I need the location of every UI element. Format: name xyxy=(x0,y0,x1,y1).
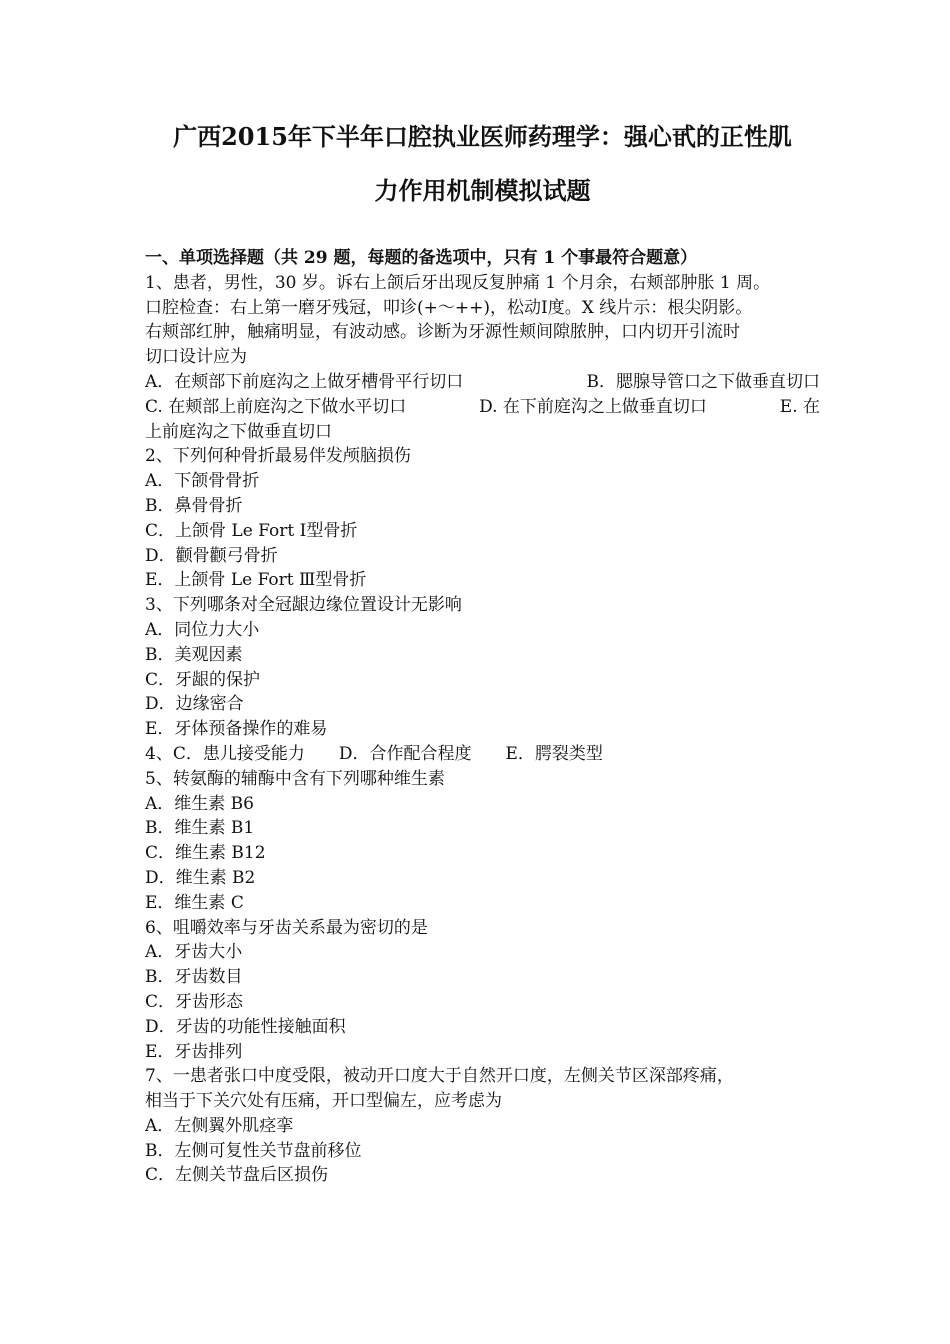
option-d: D．颧骨颧弓骨折 xyxy=(145,545,278,566)
option-a: A．牙齿大小 xyxy=(145,942,243,963)
title-line-1: 广西2015年下半年口腔执业医师药理学：强心甙的正性肌 xyxy=(173,122,792,151)
question-stem: 5、转氨酶的辅酶中含有下列哪种维生素 xyxy=(145,768,445,789)
option-c: C．上颌骨 Le Fort Ⅰ型骨折 xyxy=(145,520,358,541)
option-a: A．在颊部下前庭沟之上做牙槽骨平行切口 xyxy=(145,371,464,392)
option-e: E. 在 xyxy=(779,396,820,417)
option-b: B．牙齿数目 xyxy=(145,967,243,988)
option-b: B．腮腺导管口之下做垂直切口 xyxy=(586,371,820,392)
document-title xyxy=(145,110,820,218)
option-c: C. 在颊部上前庭沟之下做水平切口 xyxy=(145,396,407,417)
question-3 xyxy=(145,593,820,742)
question-stem-line: 切口设计应为 xyxy=(145,347,247,368)
question-1 xyxy=(145,271,820,445)
question-6 xyxy=(145,916,820,1065)
question-stem: 2、下列何种骨折最易伴发颅脑损伤 xyxy=(145,446,411,467)
question-stem: 6、咀嚼效率与牙齿关系最为密切的是 xyxy=(145,917,428,938)
option-a: A．左侧翼外肌痉挛 xyxy=(145,1115,294,1136)
option-e: E．牙齿排列 xyxy=(145,1041,243,1062)
option-c: 4、C．患儿接受能力 xyxy=(145,743,305,764)
question-2 xyxy=(145,444,820,593)
option-a: A．同位力大小 xyxy=(145,619,260,640)
option-e: E．维生素 C xyxy=(145,892,244,913)
option-a: A．维生素 B6 xyxy=(145,793,254,814)
option-c: C．左侧关节盘后区损伤 xyxy=(145,1165,329,1186)
question-5 xyxy=(145,767,820,916)
option-d: D．维生素 B2 xyxy=(145,867,256,888)
question-stem-line: 7、一患者张口中度受限，被动开口度大于自然开口度，左侧关节区深部疼痛， xyxy=(145,1066,734,1087)
option-a: A．下颌骨骨折 xyxy=(145,471,260,492)
option-d: D．合作配合程度 xyxy=(338,743,472,764)
question-7 xyxy=(145,1064,820,1188)
option-e-continued: 上前庭沟之下做垂直切口 xyxy=(145,421,332,442)
question-stem: 3、下列哪条对全冠龈边缘位置设计无影响 xyxy=(145,595,462,616)
option-d: D．边缘密合 xyxy=(145,694,244,715)
option-b: B．美观因素 xyxy=(145,644,243,665)
option-e: E．牙体预备操作的难易 xyxy=(145,719,328,740)
option-b: B．鼻骨骨折 xyxy=(145,495,243,516)
option-c: C．牙齿形态 xyxy=(145,991,244,1012)
option-row xyxy=(145,395,820,420)
option-e: E．腭裂类型 xyxy=(505,743,603,764)
document-page xyxy=(145,110,820,1188)
option-c: C．维生素 B12 xyxy=(145,843,266,864)
question-stem-line: 相当于下关穴处有压痛，开口型偏左，应考虑为 xyxy=(145,1091,502,1112)
question-stem-line: 右颊部红肿，触痛明显，有波动感。诊断为牙源性颊间隙脓肿，口内切开引流时 xyxy=(145,322,740,343)
question-stem-line: 1、患者，男性，30 岁。诉右上颌后牙出现反复肿痛 1 个月余，右颊部肿胀 1 周。 xyxy=(145,272,771,293)
option-c: C．牙龈的保护 xyxy=(145,669,261,690)
question-4 xyxy=(145,742,820,767)
option-b: B．左侧可复性关节盘前移位 xyxy=(145,1140,362,1161)
option-row xyxy=(145,370,820,395)
option-e: E．上颌骨 Le Fort Ⅲ型骨折 xyxy=(145,570,367,591)
option-d: D．牙齿的功能性接触面积 xyxy=(145,1016,346,1037)
option-d: D. 在下前庭沟之上做垂直切口 xyxy=(479,396,707,417)
question-stem-line: 口腔检查：右上第一磨牙残冠，叩诊(+～++)，松动Ⅰ度。X 线片示：根尖阴影。 xyxy=(145,297,753,318)
section-heading: 一、单项选择题（共 29 题，每题的备选项中，只有 1 个事最符合题意） xyxy=(145,248,698,268)
title-line-2: 力作用机制模拟试题 xyxy=(374,176,591,205)
option-b: B．维生素 B1 xyxy=(145,818,255,839)
